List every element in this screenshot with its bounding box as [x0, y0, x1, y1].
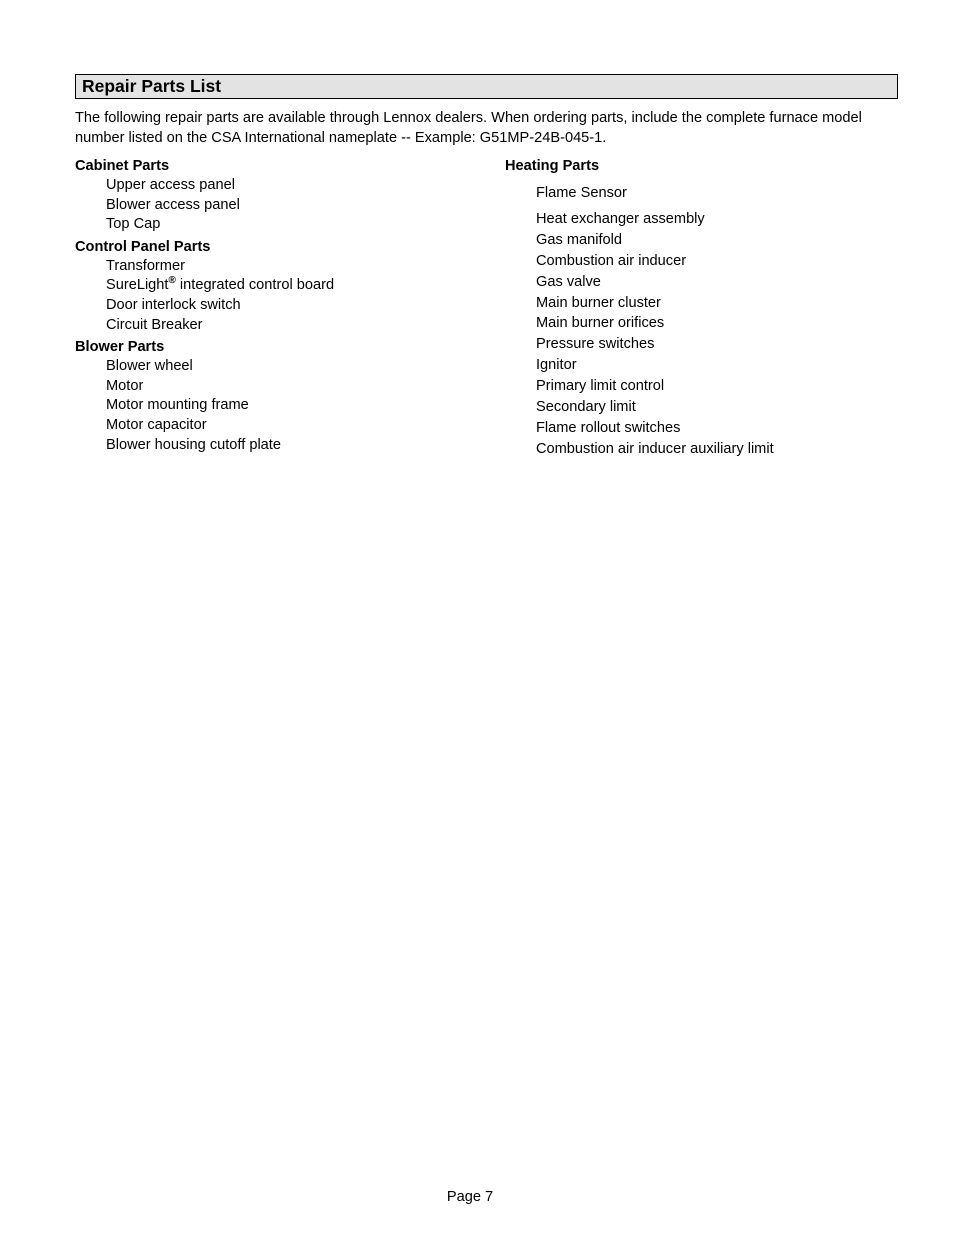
surelight-brand: SureLight	[106, 277, 169, 294]
list-item: Primary limit control	[536, 378, 665, 395]
page-number: Page 7	[446, 1189, 494, 1205]
list-item: Upper access panel	[106, 177, 235, 193]
list-item: Combustion air inducer	[536, 252, 687, 269]
list-item: Pressure switches	[536, 336, 655, 353]
list-item: Blower wheel	[106, 358, 193, 375]
list-item: Combustion air inducer auxiliary limit	[536, 440, 774, 457]
intro-paragraph: The following repair parts are available through Lennox dealers. When ordering parts, include the complete furnace model number listed on the CSA International nameplate -- Example: G51MP-24B-045-1.	[75, 110, 862, 146]
cabinet-parts-heading: Cabinet Parts	[75, 158, 170, 174]
list-item: Ignitor	[536, 357, 577, 374]
registered-mark: ®	[168, 275, 176, 287]
left-column	[75, 157, 475, 458]
list-item: Gas valve	[536, 273, 601, 290]
list-item: Main burner cluster	[536, 294, 661, 311]
list-item: Door interlock switch	[106, 296, 241, 313]
list-item: Circuit Breaker	[106, 316, 203, 333]
cabinet-parts-list	[75, 176, 475, 235]
list-item: Gas manifold	[536, 231, 622, 248]
list-item: Transformer	[106, 257, 185, 274]
blower-parts-heading: Blower Parts	[75, 339, 165, 356]
list-item: Heat exchanger assembly	[536, 210, 705, 227]
surelight-description: integrated control board	[175, 277, 335, 294]
heating-parts-list	[505, 183, 905, 460]
list-item: Secondary limit	[536, 399, 636, 416]
control-panel-parts-heading: Control Panel Parts	[75, 238, 211, 255]
list-item: Motor capacitor	[106, 416, 207, 433]
list-item: Motor	[106, 377, 144, 394]
list-item: Blower access panel	[106, 196, 240, 213]
heating-parts-heading: Heating Parts	[505, 158, 600, 174]
list-item-surelight	[106, 276, 475, 296]
control-panel-parts-list	[75, 257, 475, 335]
list-item: Motor mounting frame	[106, 397, 249, 414]
list-item: Main burner orifices	[536, 315, 665, 332]
section-title: Repair Parts List	[75, 74, 898, 99]
list-item: Blower housing cutoff plate	[106, 436, 281, 453]
blower-parts-list	[75, 357, 475, 455]
right-column	[505, 157, 905, 460]
list-item: Top Cap	[106, 216, 161, 233]
list-item: Flame rollout switches	[536, 419, 681, 436]
list-item: Flame Sensor	[536, 185, 627, 201]
